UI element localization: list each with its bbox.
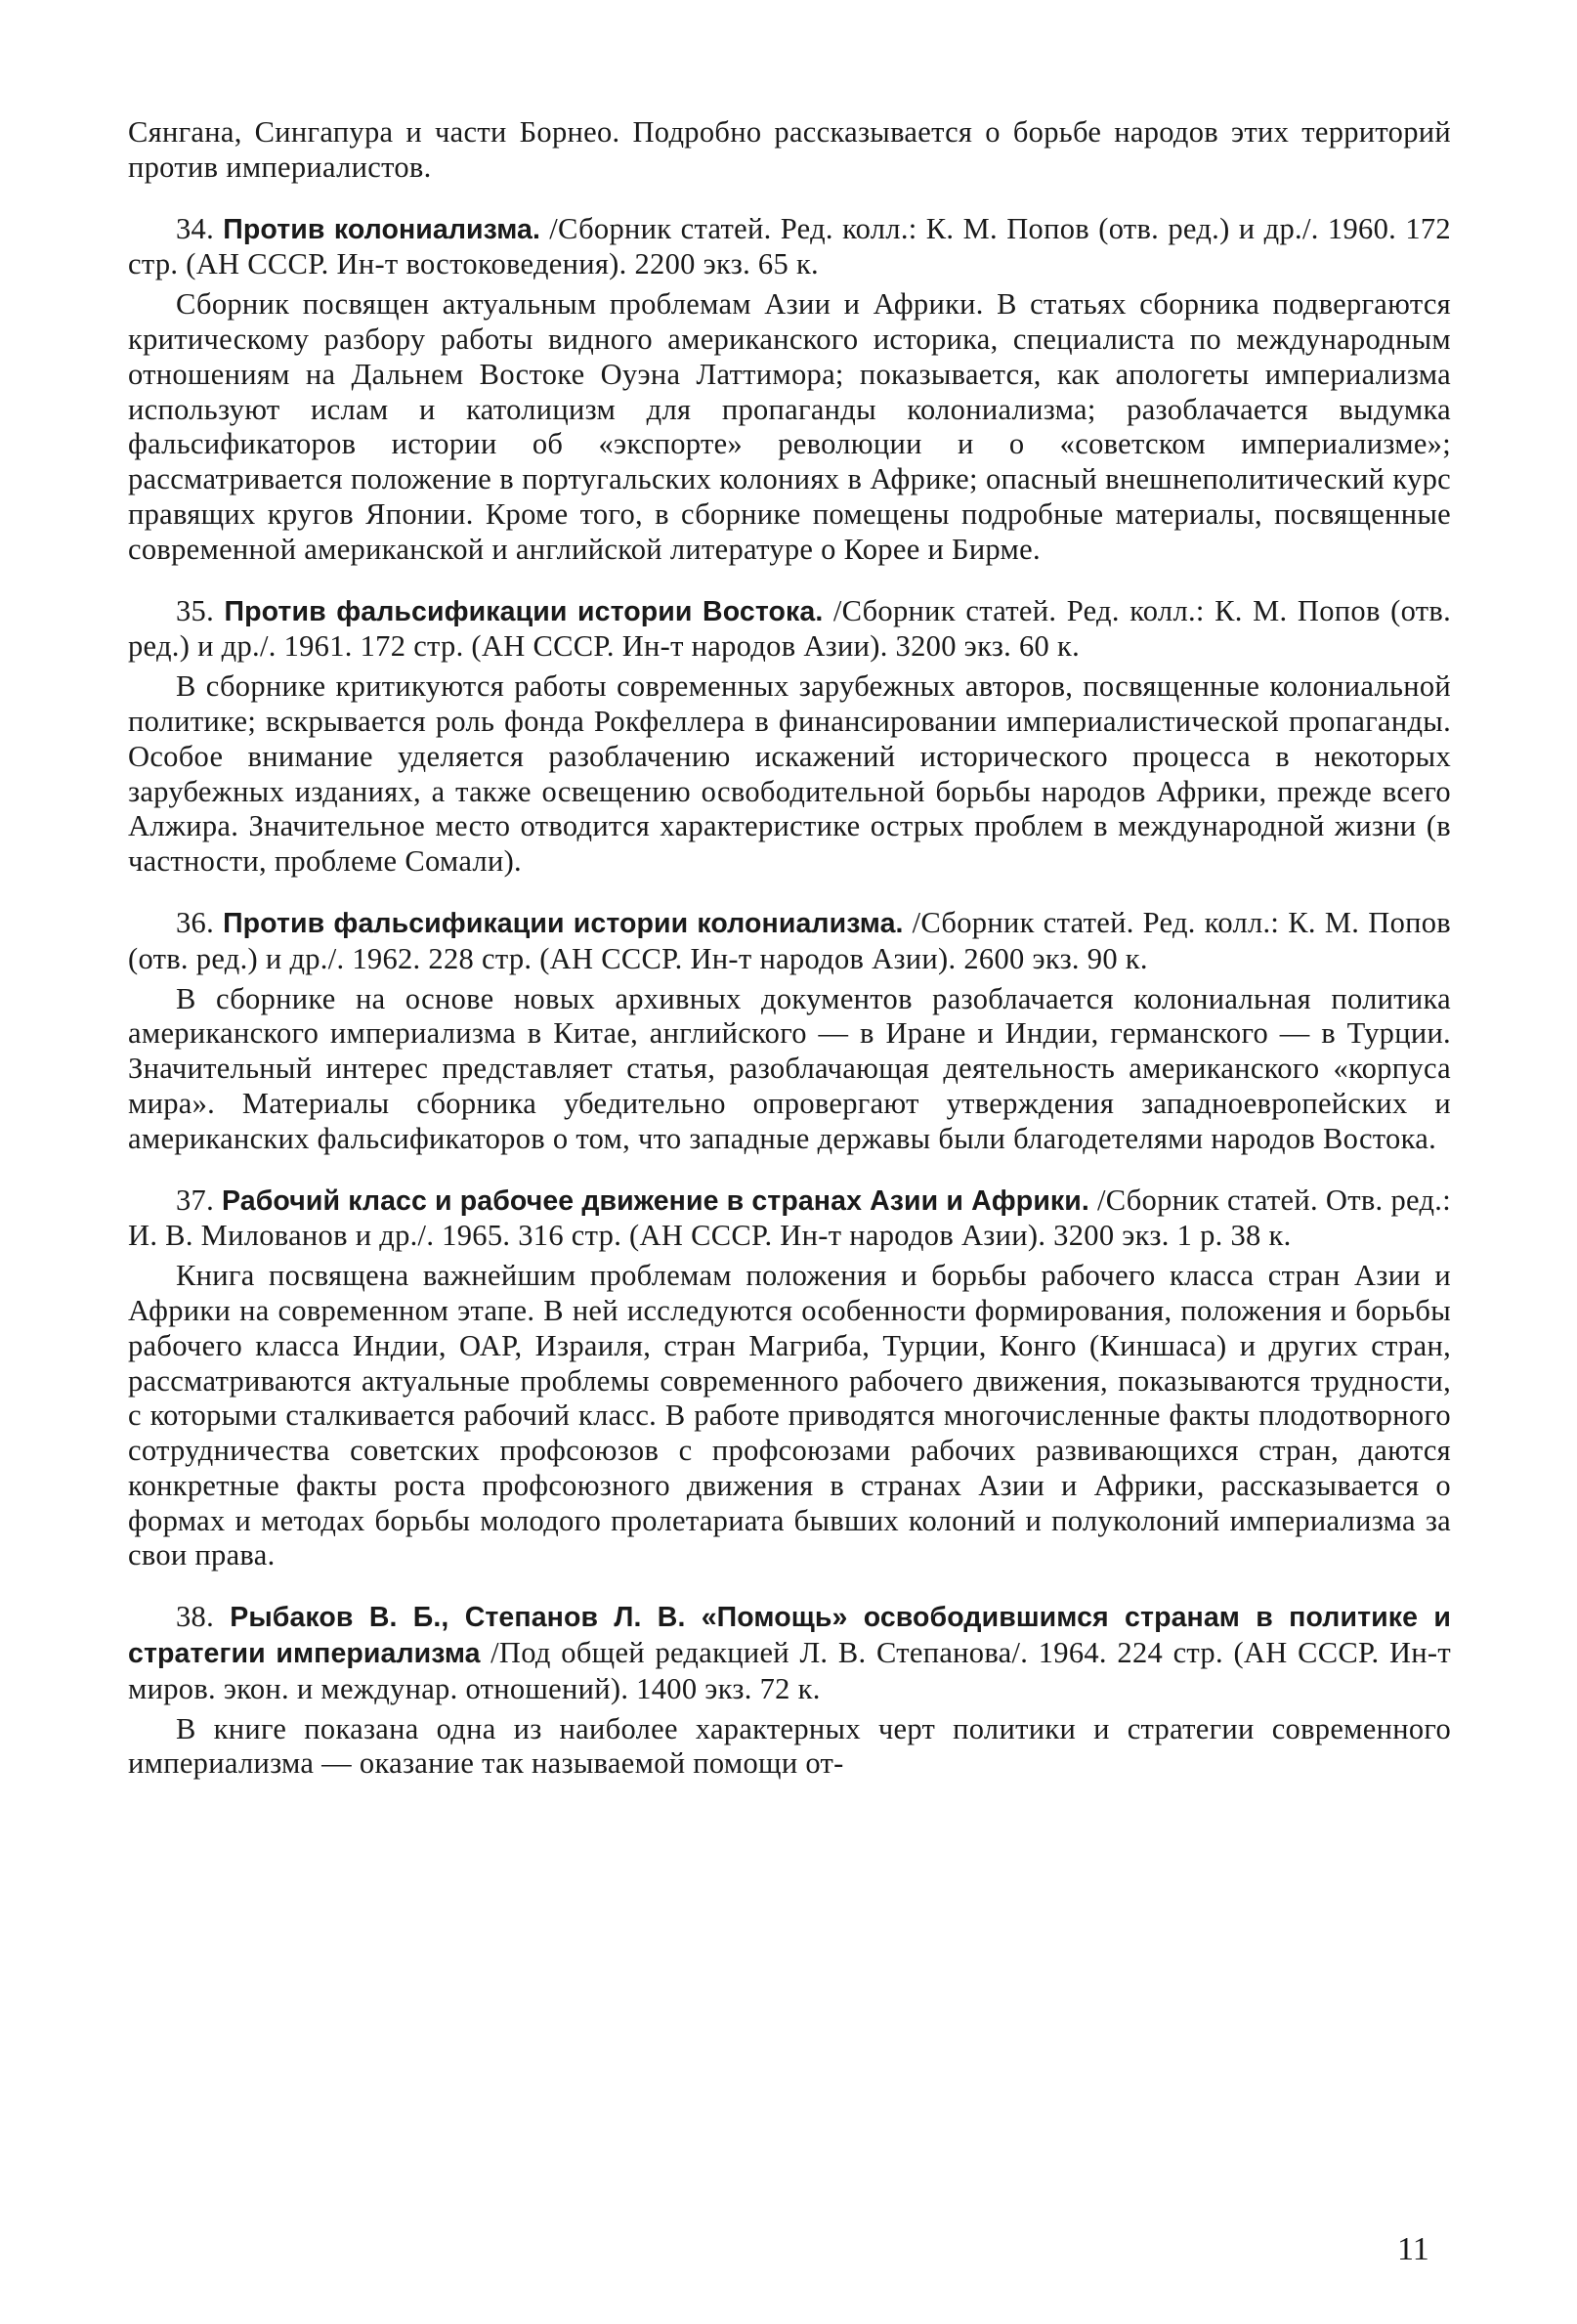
entry-title: Рыбаков В. Б., Степанов Л. В. «Помощь» освободившимся странам в политике и стратегии империализма — [128, 1602, 1451, 1670]
entry-title: Против колониализма. — [223, 213, 541, 245]
entry-title: Рабочий класс и рабочее движение в странах Азии и Африки. — [222, 1184, 1089, 1217]
entry-number: 36. — [176, 905, 215, 939]
bibliography-entry-36 — [128, 906, 1451, 1157]
entry-citation: /Сборник статей. Ред. колл.: К. М. Попов (отв. ред.) и др./. 1960. 172 стр. (АН СССР. Ин-т востоковедения). 2200 экз. 65 к. — [128, 211, 1451, 281]
entry-description: В сборнике критикуются работы современных зарубежных авторов, посвященные колониальной политике; вскрывается роль фонда Рокфеллера в финансировании империалистической пропаганды. Особое внимание уделяется разоблачению искажений исторического процесса в некоторых зарубежных изданиях, а также освещению освободительной борьбы народов Африки, прежде всего Алжира. Значительное место отводится характеристике острых проблем в международной жизни (в частности, проблеме Сомали). — [128, 669, 1451, 879]
entry-number: 37. — [176, 1183, 215, 1217]
bibliography-entry-38 — [128, 1600, 1451, 1782]
page-number: 11 — [1397, 2231, 1429, 2267]
entry-heading — [128, 1600, 1451, 1706]
entry-title: Против фальсификации истории колониализма. — [223, 907, 904, 939]
entry-heading — [128, 212, 1451, 283]
entry-citation: /Сборник статей. Отв. ред.: И. В. Милованов и др./. 1965. 316 стр. (АН СССР. Ин-т народов Азии). 3200 экз. 1 р. 38 к. — [128, 1183, 1451, 1253]
entry-citation: /Под общей редакцией Л. В. Степанова/. 1964. 224 стр. (АН СССР. Ин-т миров. экон. и междунар. отношений). 1400 экз. 72 к. — [128, 1636, 1451, 1705]
entry-description: В сборнике на основе новых архивных документов разоблачается колониальная политика американского империализма в Китае, английского — в Иране и Индии, германского — в Турции. Значительный интерес представляет статья, разоблачающая деятельность американского «корпуса мира». Материалы сборника убедительно опровергают утверждения западноевропейских и американских фальсификаторов о том, что западные державы были благодетелями народов Востока. — [128, 981, 1451, 1155]
entry-number: 38. — [176, 1600, 215, 1634]
bibliography-entry-37 — [128, 1184, 1451, 1574]
entry-description: Сборник посвящен актуальным проблемам Азии и Африки. В статьях сборника подвергаются критическому разбору работы видного американского историка, специалиста по международным отношениям на Дальнем Востоке Оуэна Латтимора; показывается, как апологеты империализма используют ислам и католицизм для пропаганды колониализма; разоблачается выдумка фальсификаторов истории об «экспорте» революции и о «советском империализме»; рассматривается положение в португальских колониях в Африке; опасный внешнеполитический курс правящих кругов Японии. Кроме того, в сборнике помещены подробные материалы, посвященные современной американской и английской литературе о Корее и Бирме. — [128, 287, 1451, 566]
entry-heading — [128, 594, 1451, 666]
entry-heading — [128, 906, 1451, 977]
entry-number: 34. — [176, 211, 215, 245]
entry-title: Против фальсификации истории Востока. — [224, 595, 824, 627]
entry-heading — [128, 1184, 1451, 1255]
intro-paragraph: Сянгана, Сингапура и части Борнео. Подробно рассказывается о борьбе народов этих территорий против империалистов. — [128, 115, 1451, 184]
entry-citation: /Сборник статей. Ред. колл.: К. М. Попов (отв. ред.) и др./. 1962. 228 стр. (АН СССР. Ин-т народов Азии). 2600 экз. 90 к. — [128, 905, 1451, 975]
document-page — [128, 115, 1451, 1782]
entry-description: В книге показана одна из наиболее характерных черт политики и стратегии современного империализма — оказание так называемой помощи от- — [128, 1711, 1451, 1781]
entry-description: Книга посвящена важнейшим проблемам положения и борьбы рабочего класса стран Азии и Африки на современном этапе. В ней исследуются особенности формирования, положения и борьбы рабочего класса Индии, ОАР, Израиля, стран Магриба, Турции, Конго (Киншаса) и других стран, рассматриваются актуальные проблемы современного рабочего движения, показываются трудности, с которыми сталкивается рабочий класс. В работе приводятся многочисленные факты плодотворного сотрудничества советских профсоюзов с профсоюзами рабочих развивающихся стран, даются конкретные факты роста профсоюзного движения в странах Азии и Африки, рассказывается о формах и методах борьбы молодого пролетариата бывших колоний и полуколоний империализма за свои права. — [128, 1259, 1451, 1572]
entry-citation: /Сборник статей. Ред. колл.: К. М. Попов (отв. ред.) и др./. 1961. 172 стр. (АН СССР. Ин-т народов Азии). 3200 экз. 60 к. — [128, 593, 1451, 664]
bibliography-entry-34 — [128, 212, 1451, 568]
entry-number: 35. — [176, 593, 215, 627]
bibliography-entry-35 — [128, 594, 1451, 880]
